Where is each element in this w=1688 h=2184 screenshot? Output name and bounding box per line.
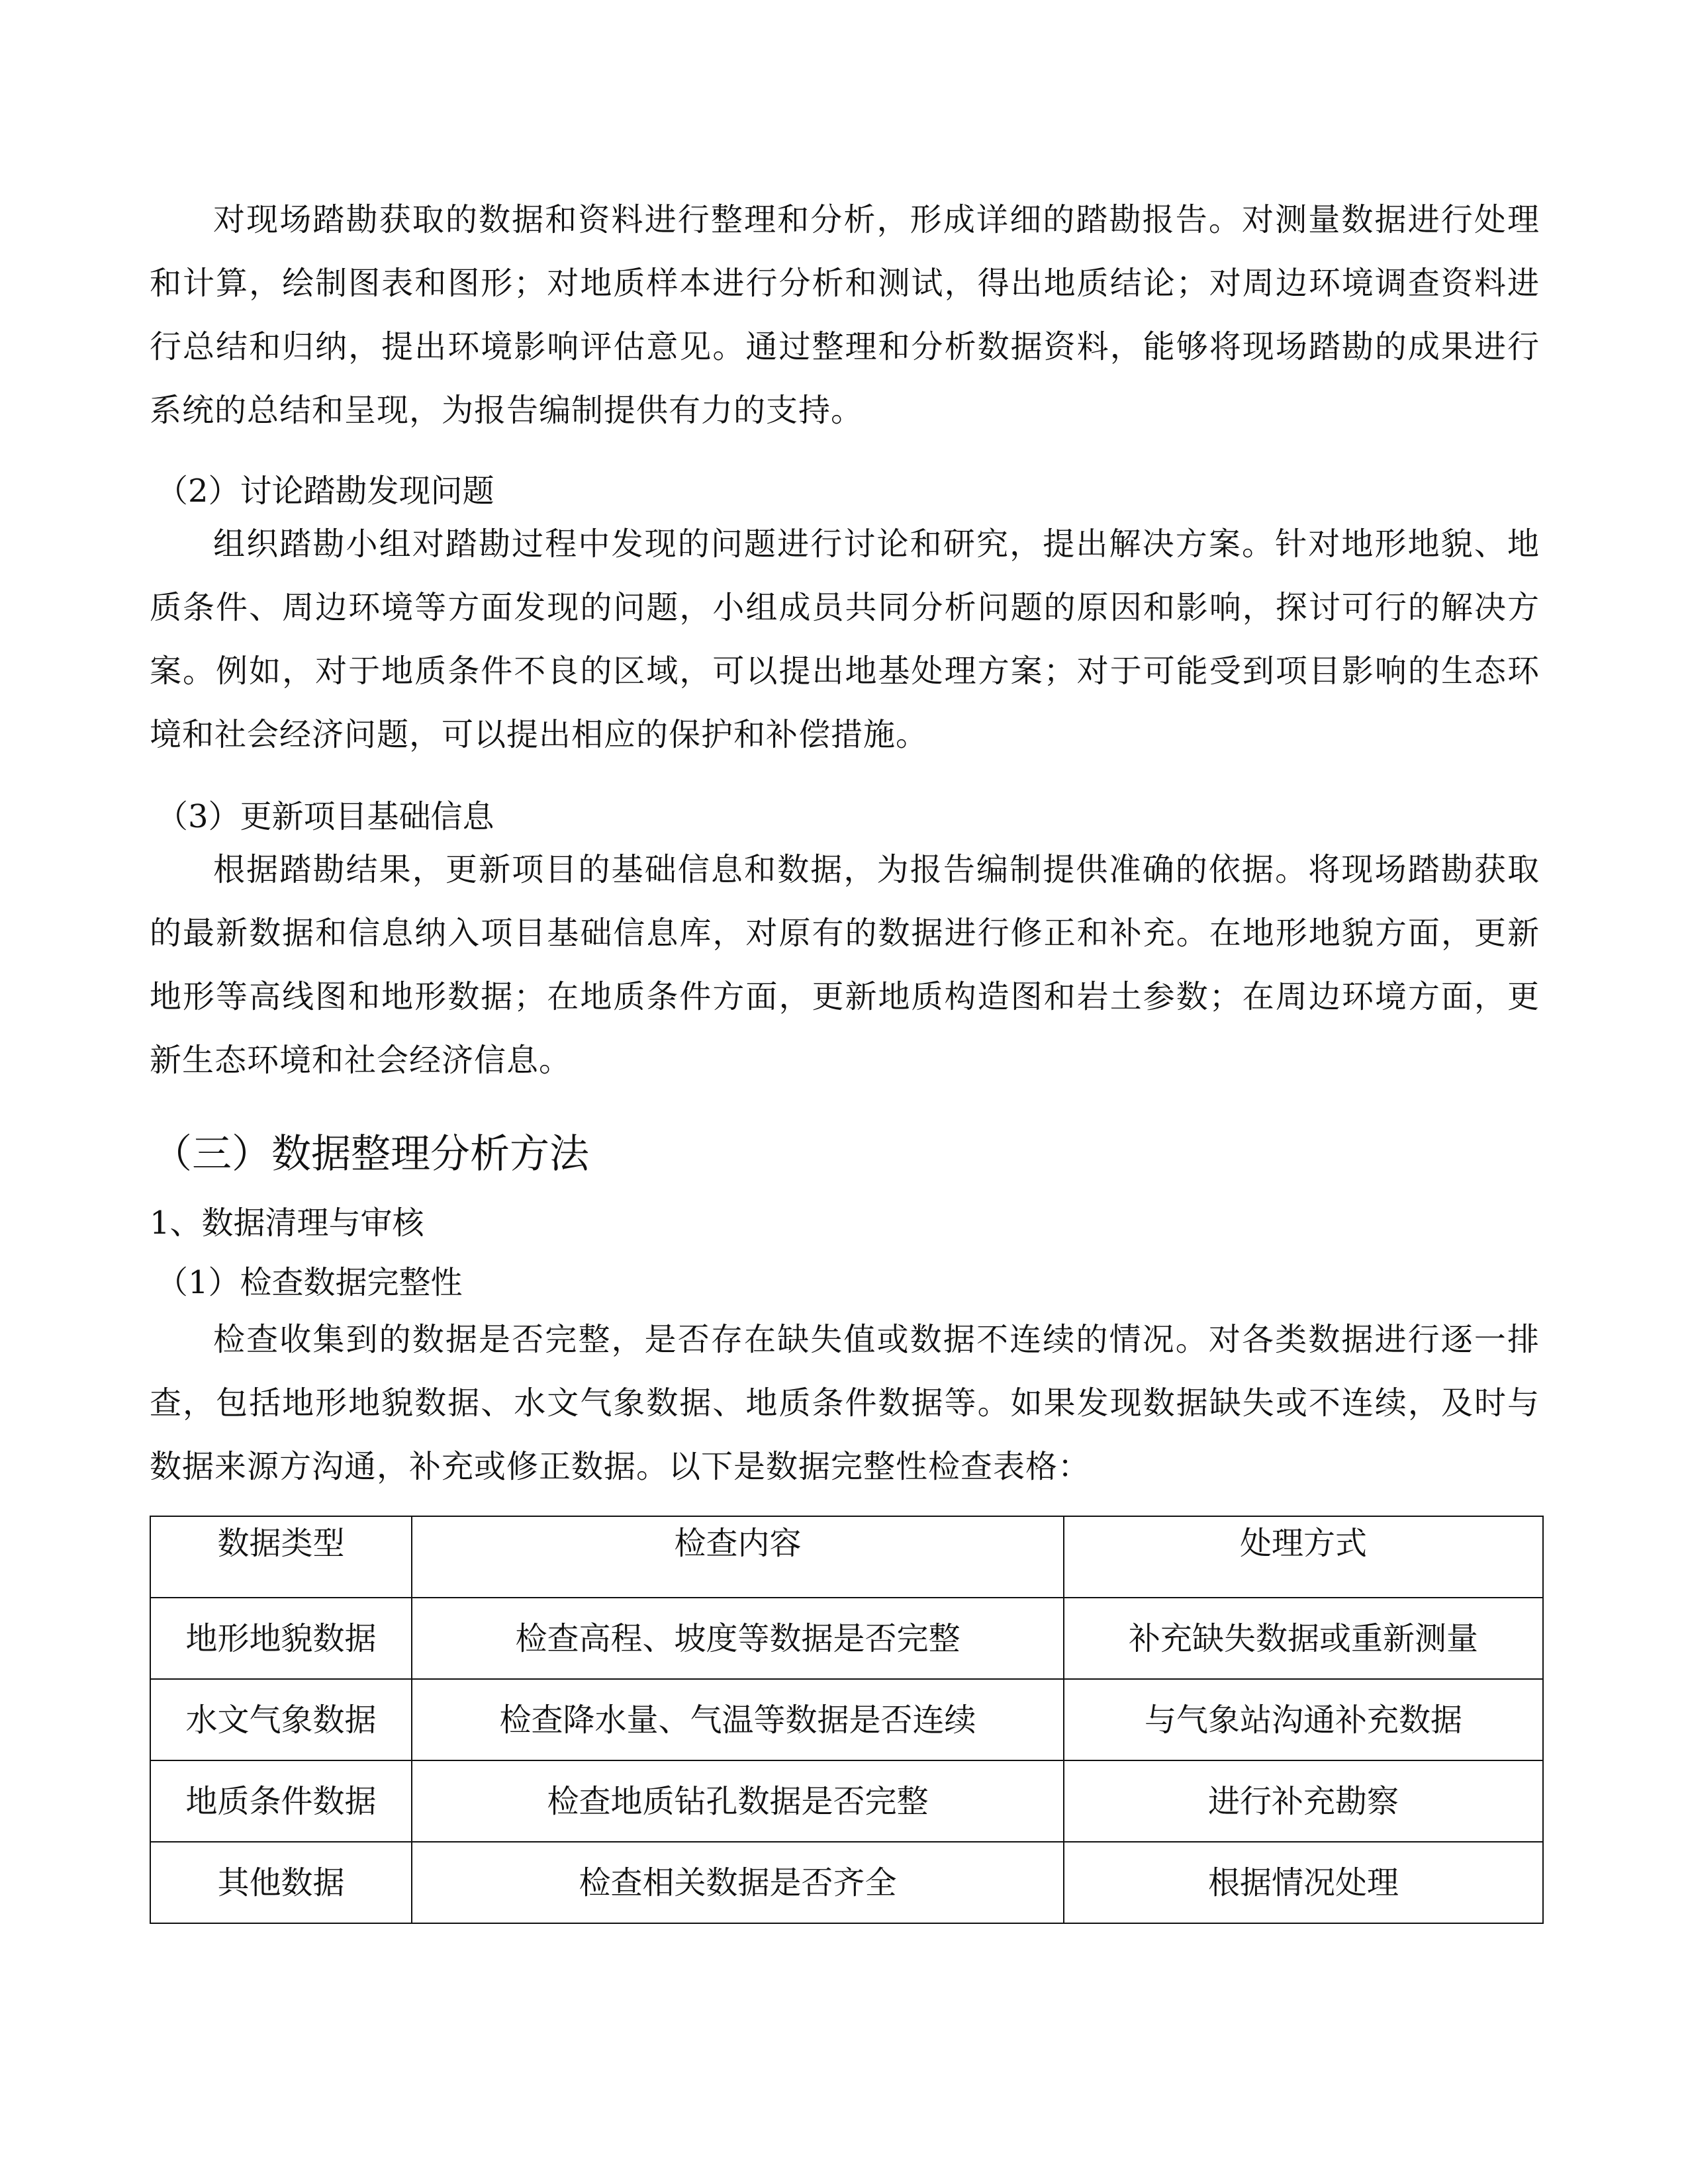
cell-handling-method: 进行补充勘察: [1064, 1760, 1543, 1842]
cell-handling-method: 与气象站沟通补充数据: [1064, 1679, 1543, 1760]
cell-check-content: 检查地质钻孔数据是否完整: [412, 1760, 1064, 1842]
cell-data-type: 地质条件数据: [150, 1760, 412, 1842]
paragraph-check-completeness: 检查收集到的数据是否完整，是否存在缺失值或数据不连续的情况。对各类数据进行逐一排查，包括地形地貌数据、水文气象数据、地质条件数据等。如果发现数据缺失或不连续，及时与数据来源方沟通，补充或修正数据。以下是数据完整性检查表格：: [150, 1321, 1540, 1485]
table-row: [150, 1760, 1543, 1842]
item-title: （1）检查数据完整性: [156, 1264, 463, 1301]
table-row: [150, 1679, 1543, 1760]
table-row: [150, 1598, 1543, 1679]
cell-data-type: 其他数据: [150, 1842, 412, 1923]
cell-check-content: 检查高程、坡度等数据是否完整: [412, 1598, 1064, 1679]
table-row: [150, 1842, 1543, 1923]
cell-check-content: 检查相关数据是否齐全: [412, 1842, 1064, 1923]
cell-handling-method: 补充缺失数据或重新测量: [1064, 1598, 1543, 1679]
cell-check-content: 检查降水量、气温等数据是否连续: [412, 1679, 1064, 1760]
data-completeness-table: [150, 1516, 1544, 1924]
subsection-title: 1、数据清理与审核: [150, 1205, 424, 1242]
section-title: （三）数据整理分析方法: [152, 1131, 589, 1177]
cell-data-type: 水文气象数据: [150, 1679, 412, 1760]
header-handling-method: 处理方式: [1064, 1516, 1543, 1598]
paragraph-discuss-issues: 组织踏勘小组对踏勘过程中发现的问题进行讨论和研究，提出解决方案。针对地形地貌、地质条件、周边环境等方面发现的问题，小组成员共同分析问题的原因和影响，探讨可行的解决方案。例如，对于地质条件不良的区域，可以提出地基处理方案；对于可能受到项目影响的生态环境和社会经济问题，可以提出相应的保护和补偿措施。: [150, 525, 1540, 753]
paragraph-site-data-analysis: 对现场踏勘获取的数据和资料进行整理和分析，形成详细的踏勘报告。对测量数据进行处理和计算，绘制图表和图形；对地质样本进行分析和测试，得出地质结论；对周边环境调查资料进行总结和归纳，提出环境影响评估意见。通过整理和分析数据资料，能够将现场踏勘的成果进行系统的总结和呈现，为报告编制提供有力的支持。: [150, 201, 1540, 429]
cell-data-type: 地形地貌数据: [150, 1598, 412, 1679]
heading-discuss-issues: （2）讨论踏勘发现问题: [156, 473, 494, 510]
header-check-content: 检查内容: [412, 1516, 1064, 1598]
heading-update-info: （3）更新项目基础信息: [156, 798, 494, 835]
paragraph-update-info: 根据踏勘结果，更新项目的基础信息和数据，为报告编制提供准确的依据。将现场踏勘获取的最新数据和信息纳入项目基础信息库，对原有的数据进行修正和补充。在地形地貌方面，更新地形等高线图和地形数据；在地质条件方面，更新地质构造图和岩土参数；在周边环境方面，更新生态环境和社会经济信息。: [150, 851, 1540, 1079]
header-data-type: 数据类型: [150, 1516, 412, 1598]
cell-handling-method: 根据情况处理: [1064, 1842, 1543, 1923]
table-header-row: [150, 1516, 1543, 1598]
